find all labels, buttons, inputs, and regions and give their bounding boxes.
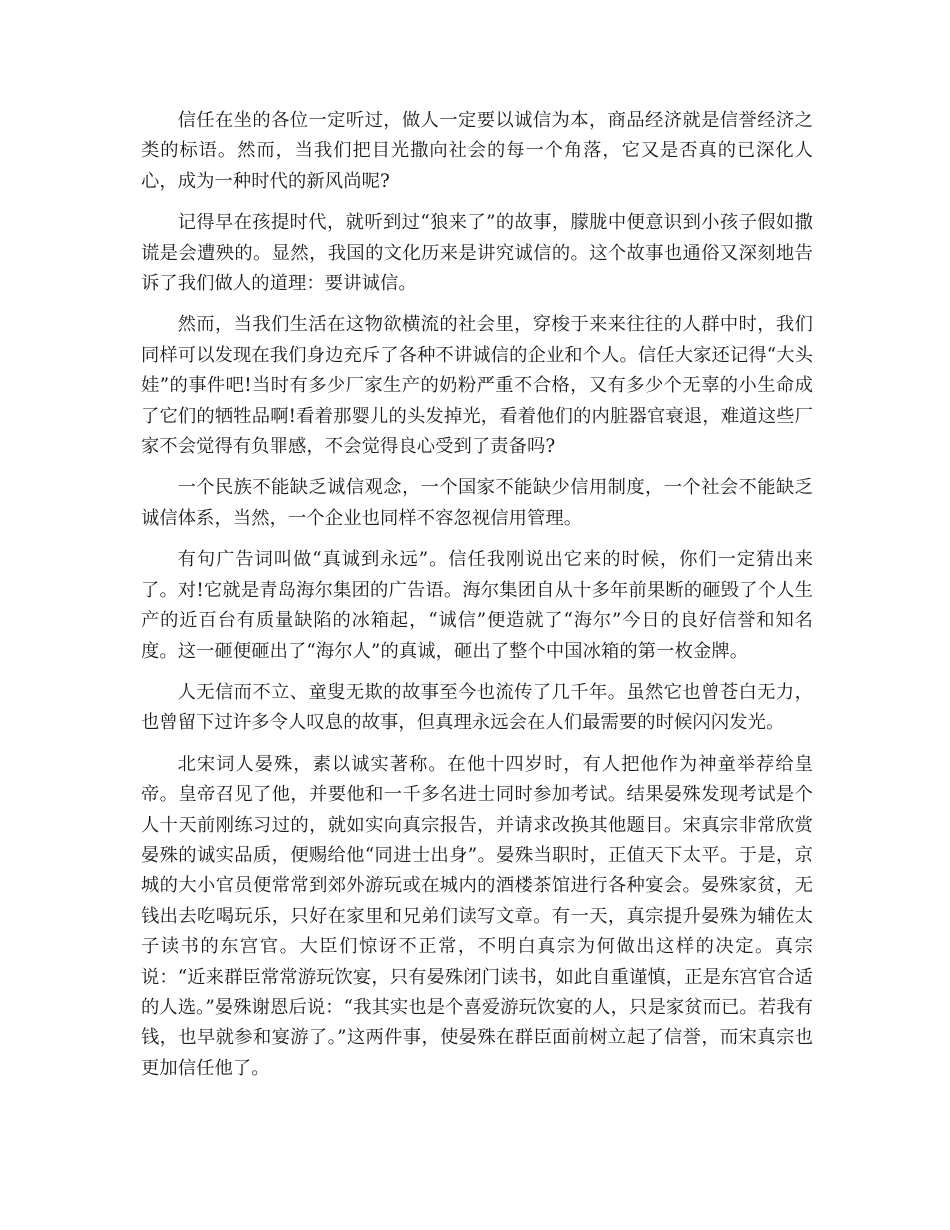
document-body: [141, 106, 813, 1095]
paragraph-5: 有句广告词叫做“真诚到永远”。信任我刚说出它来的时候，你们一定猜出来了。对!它就是青岛海尔集团的广告语。海尔集团自从十多年前果断的砸毁了个人生产的近百台有质量缺陷的冰箱起，“诚信”便造就了“海尔”今日的良好信誉和知名度。这一砸便砸出了“海尔人”的真诚，砸出了整个中国冰箱的第一枚金牌。: [141, 549, 813, 662]
paragraph-1: 信任在坐的各位一定听过，做人一定要以诚信为本，商品经济就是信誉经济之类的标语。然而，当我们把目光撒向社会的每一个角落，它又是否真的已深化人心，成为一种时代的新风尚呢?: [141, 110, 813, 192]
paragraph-6: 人无信而不立、童叟无欺的故事至今也流传了几千年。虽然它也曾苍白无力，也曾留下过许多令人叹息的故事，但真理永远会在人们最需要的时候闪闪发光。: [141, 681, 813, 734]
paragraph-7: 北宋词人晏殊，素以诚实著称。在他十四岁时，有人把他作为神童举荐给皇帝。皇帝召见了他，并要他和一千多名进士同时参加考试。结果晏殊发现考试是个人十天前刚练习过的，就如实向真宗报告，并请求改换其他题目。宋真宗非常欣赏晏殊的诚实品质，便赐给他“同进士出身”。晏殊当职时，正值天下太平。于是，京城的大小官员便常常到郊外游玩或在城内的酒楼茶馆进行各种宴会。晏殊家贫，无钱出去吃喝玩乐，只好在家里和兄弟们读写文章。有一天，真宗提升晏殊为辅佐太子读书的东宫官。大臣们惊讶不正常，不明白真宗为何做出这样的决定。真宗说：“近来群臣常常游玩饮宴，只有晏殊闭门读书，如此自重谨慎，正是东宫官合适的人选。”晏殊谢恩后说：“我其实也是个喜爱游玩饮宴的人，只是家贫而已。若我有钱，也早就参和宴游了。”这两件事，使晏殊在群臣面前树立起了信誉，而宋真宗也更加信任他了。: [141, 753, 813, 1079]
paragraph-3: 然而，当我们生活在这物欲横流的社会里，穿梭于来来往往的人群中时，我们同样可以发现在我们身边充斥了各种不讲诚信的企业和个人。信任大家还记得“大头娃”的事件吧!当时有多少厂家生产的奶粉严重不合格，又有多少个无辜的小生命成了它们的牺牲品啊!看着那婴儿的头发掉光，看着他们的内脏器官衰退，难道这些厂家不会觉得有负罪感，不会觉得良心受到了责备吗?: [141, 314, 813, 458]
paragraph-2: 记得早在孩提时代，就听到过“狼来了”的故事，朦胧中便意识到小孩子假如撒谎是会遭殃的。显然，我国的文化历来是讲究诚信的。这个故事也通俗又深刻地告诉了我们做人的道理：要讲诚信。: [141, 212, 813, 295]
paragraph-4: 一个民族不能缺乏诚信观念，一个国家不能缺少信用制度，一个社会不能缺乏诚信体系，当然，一个企业也同样不容忽视信用管理。: [141, 477, 813, 529]
